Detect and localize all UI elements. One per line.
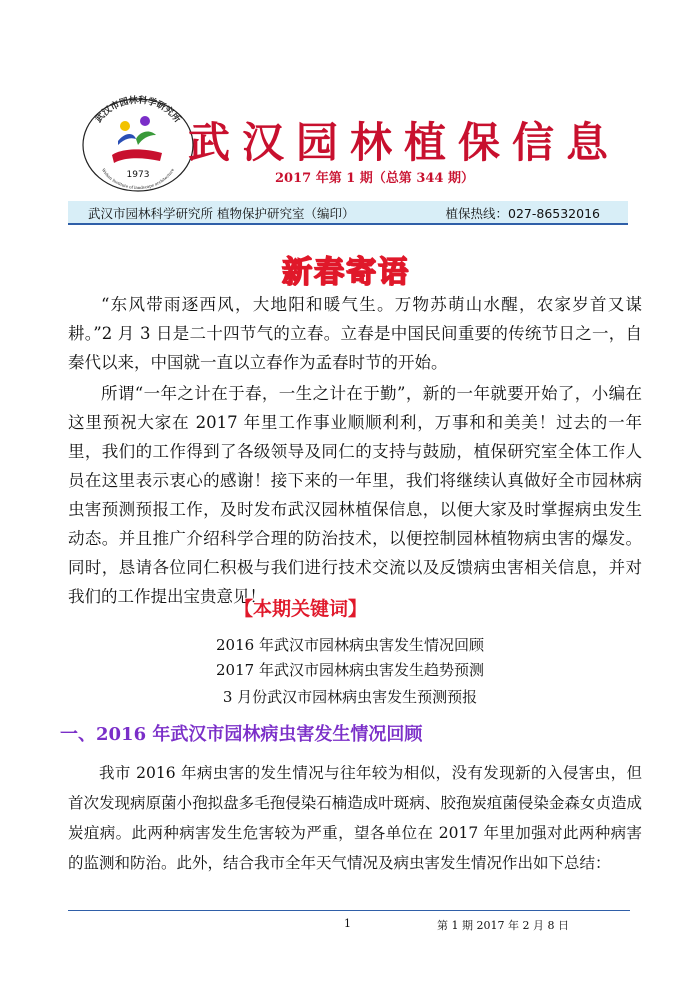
publication-title: 武汉园林植保信息 [188,118,621,167]
section-heading: 一、2016 年武汉市园林病虫害发生情况回顾 [60,724,423,745]
footer-divider [68,910,630,911]
keyword-item: 2016 年武汉市园林病虫害发生情况回顾 [216,636,484,654]
greeting-paragraph-2: 所谓“一年之计在于春，一生之计在于勤”，新的一年就要开始了，小编在这里预祝大家在 2017 年里工作事业顺顺利利，万事和和美美！过去的一年里，我们的工作得到了各级领导及同仁的支持与鼓励，植保研究室全体工作人员在这里表示衷心的感谢！接下来的一年里，我们将继续认真做好全市园林病虫害预测预报工作，及时发布武汉园林植保信息，以便大家及时掌握病虫发生动态。并且推广介绍科学合理的防治技术，以便控制园林植物病虫害的爆发。同时，恳请各位同仁积极与我们进行技术交流以及反馈病虫害相关信息，并对我们的工作提出宝贵意见！ [68,384,642,606]
info-bar [68,201,628,225]
greeting-paragraph-1: “东风带雨逐西风，大地阳和暖气生。万物苏萌山水醒，农家岁首又谋耕。”2 月 3 日是二十四节气的立春。立春是中国民间重要的传统节日之一，自秦代以来，中国就一直以立春作为孟春时节的开始。 [68,295,642,372]
footer-issue-date: 第 1 期 2017 年 2 月 8 日 [437,919,569,932]
logo-blue-leaf [118,134,136,145]
logo-purple-dot [140,116,150,126]
hotline: 植保热线：027-86532016 [445,206,600,221]
keyword-item: 2017 年武汉市园林病虫害发生趋势预测 [216,661,484,679]
institute-name: 武汉市园林科学研究所 植物保护研究室（编印） [88,206,355,221]
institute-logo [78,95,198,193]
keywords-title: 【本期关键词】 [234,598,368,620]
section-paragraph: 我市 2016 年病虫害的发生情况与往年较为相似，没有发现新的入侵害虫，但首次发现病原菌小孢拟盘多毛孢侵染石楠造成叶斑病、胶孢炭疽菌侵染金森女贞造成炭疽病。此两种病害发生危害较为严重，望各单位在 2017 年里加强对此两种病害的监测和防治。此外，结合我市全年天气情况及病虫害发生情况作出如下总结： [68,764,642,872]
logo-emblem [78,95,198,193]
page-number: 1 [344,917,351,930]
keyword-item: 3 月份武汉市园林病虫害发生预测预报 [222,688,478,706]
logo-arc-text: 武汉市园林科学研究所 [93,95,183,125]
logo-yellow-dot [120,121,130,131]
logo-year: 1973 [126,170,150,180]
greeting-title: 新春寄语 [282,255,410,290]
logo-sub-text: Wuhan Institute of landscape architecture [100,167,176,191]
issue-number: 2017 年第 1 期（总第 344 期） [275,171,474,186]
logo-red-wing [112,149,162,163]
logo-green-leaf [136,132,156,145]
